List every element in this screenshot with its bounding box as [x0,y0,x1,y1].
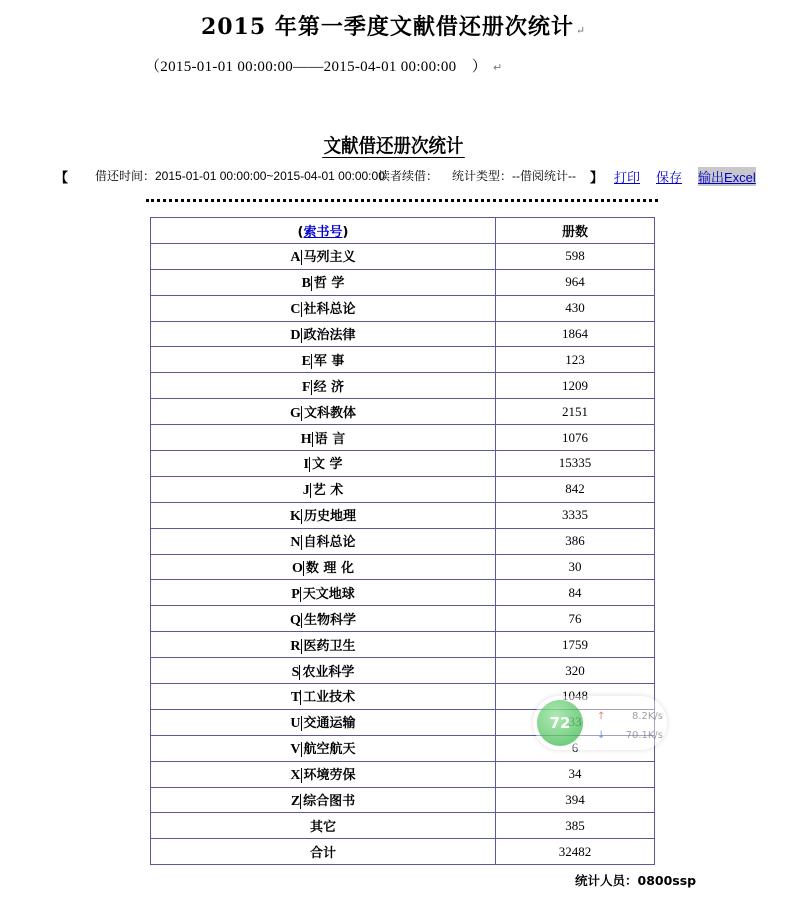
table-row [151,451,655,477]
bracket-close: 】 [590,170,604,185]
row-count: 1864 [496,321,655,347]
download-arrow-icon: ↓ [597,730,606,741]
category-name: 航空航天 [301,742,356,757]
row-category [151,451,496,477]
category-name: 天文地球 [300,587,355,602]
export-excel-link[interactable]: 输出Excel [698,167,756,186]
row-category [151,684,496,710]
table-row [151,658,655,684]
category-code: Q [290,612,301,628]
row-count: 385 [496,813,655,839]
row-category [151,606,496,632]
category-name: 军 事 [311,354,345,369]
table-row [151,787,655,813]
row-label: 其它 [151,813,496,839]
category-code: X [290,768,301,784]
table-row [151,425,655,451]
row-count: 123 [496,347,655,373]
category-code: G [290,405,301,421]
row-category [151,632,496,658]
row-count: 964 [496,269,655,295]
row-category [151,709,496,735]
row-count: 76 [496,606,655,632]
upload-speed-value: 8.2K/s [631,711,663,722]
row-count: 394 [496,787,655,813]
report-toolbar [55,166,755,186]
row-category [151,580,496,606]
table-row [151,269,655,295]
table-row [151,243,655,269]
row-category [151,347,496,373]
table-row [151,761,655,787]
category-name: 农业科学 [299,665,354,680]
dotted-divider [146,199,658,202]
category-code: R [290,638,301,654]
document-title-text: 2015 年第一季度文献借还册次统计 [200,14,574,40]
header-paren-close: ) [342,224,349,240]
category-code: U [290,716,301,732]
filter-reader-renew: 读者续借： [378,169,439,183]
row-category [151,321,496,347]
row-count: 386 [496,528,655,554]
row-category [151,502,496,528]
category-code: C [290,302,301,318]
category-code: Z [290,794,301,810]
row-count: 320 [496,658,655,684]
category-code: F [301,379,311,395]
download-speed-value: 70.1K/s [625,730,663,741]
row-category [151,399,496,425]
category-name: 社科总论 [301,302,356,317]
category-name: 生物科学 [301,613,356,628]
row-category [151,243,496,269]
row-count: 598 [496,243,655,269]
table-row [151,373,655,399]
category-code: B [301,276,311,292]
header-paren-open: ( [297,224,304,240]
category-code: J [302,483,310,499]
row-category [151,425,496,451]
sort-call-number-link[interactable]: 索书号 [303,224,343,240]
bracket-open: 【 [55,170,69,185]
table-row [151,528,655,554]
category-name: 哲 学 [311,276,345,291]
category-code: E [301,353,311,369]
row-count: 32482 [496,839,655,865]
table-row [151,321,655,347]
document-subtitle [145,55,503,76]
row-count: 34 [496,761,655,787]
row-count: 1209 [496,373,655,399]
category-code: K [290,509,301,525]
category-code: P [291,586,300,602]
table-row [151,632,655,658]
stats-table [150,217,655,865]
category-name: 语 言 [312,432,346,447]
category-code: D [290,328,301,343]
table-header-row [151,218,655,244]
row-category [151,295,496,321]
category-code: V [290,742,301,758]
table-row [151,476,655,502]
category-name: 工业技术 [300,690,355,705]
row-count: 15335 [496,451,655,477]
category-code: A [290,250,301,266]
table-row [151,502,655,528]
paragraph-mark-icon: ↵ [575,24,587,37]
table-row [151,580,655,606]
category-name: 医药卫生 [301,639,356,654]
category-name: 经 济 [311,380,345,395]
row-category [151,787,496,813]
upload-speed [599,711,663,722]
table-row [151,399,655,425]
row-count: 842 [496,476,655,502]
row-count: 84 [496,580,655,606]
row-category [151,476,496,502]
row-count: 30 [496,554,655,580]
category-name: 艺 术 [310,483,344,498]
row-category [151,528,496,554]
category-code: H [300,431,312,447]
row-count: 1076 [496,425,655,451]
stat-person: 统计人员：0800ssp [575,873,697,888]
category-name: 综合图书 [300,794,355,809]
category-name: 马列主义 [301,250,356,265]
speed-percent-ball: 72 [537,700,583,746]
filter-time: 借还时间：2015-01-01 00:00:00~2015-04-01 00:00:00 [95,169,385,183]
category-name: 文科教体 [301,406,356,421]
row-count: 2151 [496,399,655,425]
row-category [151,373,496,399]
save-link[interactable]: 保存 [656,170,683,185]
row-label: 合计 [151,839,496,865]
row-count: 3335 [496,502,655,528]
network-speed-widget[interactable] [533,696,667,750]
table-row [151,554,655,580]
row-category [151,735,496,761]
category-name: 历史地理 [301,509,356,524]
category-name: 文 学 [309,457,343,472]
table-row [151,347,655,373]
row-category [151,761,496,787]
table-row-other [151,813,655,839]
category-code: S [291,664,300,680]
category-name: 数 理 化 [303,561,354,576]
paragraph-mark-icon: ↵ [493,62,503,74]
category-name: 自科总论 [301,535,356,550]
date-range-text: （2015-01-01 00:00:00——2015-04-01 00:00:00 ） [145,59,488,75]
category-code: I [303,457,309,473]
header-count: 册数 [496,218,655,244]
category-name: 交通运输 [301,716,356,731]
row-count: 1759 [496,632,655,658]
row-category [151,658,496,684]
report-title-text: 文献借还册次统计 [323,135,464,157]
row-category [151,269,496,295]
category-code: T [290,690,301,706]
table-row [151,295,655,321]
row-category [151,554,496,580]
upload-arrow-icon: ↑ [597,711,606,722]
print-link[interactable]: 打印 [614,170,641,185]
category-name: 政治法律 [301,328,356,343]
category-code: O [292,561,303,577]
category-code: N [290,535,301,551]
table-row-total [151,839,655,865]
row-count: 430 [496,295,655,321]
download-speed [599,730,663,741]
table-row [151,606,655,632]
document-title [0,10,787,41]
table-body [151,243,655,864]
category-name: 环境劳保 [301,768,356,783]
filter-stat-type: 统计类型：--借阅统计-- [452,169,576,183]
report-title [31,131,755,158]
header-call-number [151,218,496,244]
